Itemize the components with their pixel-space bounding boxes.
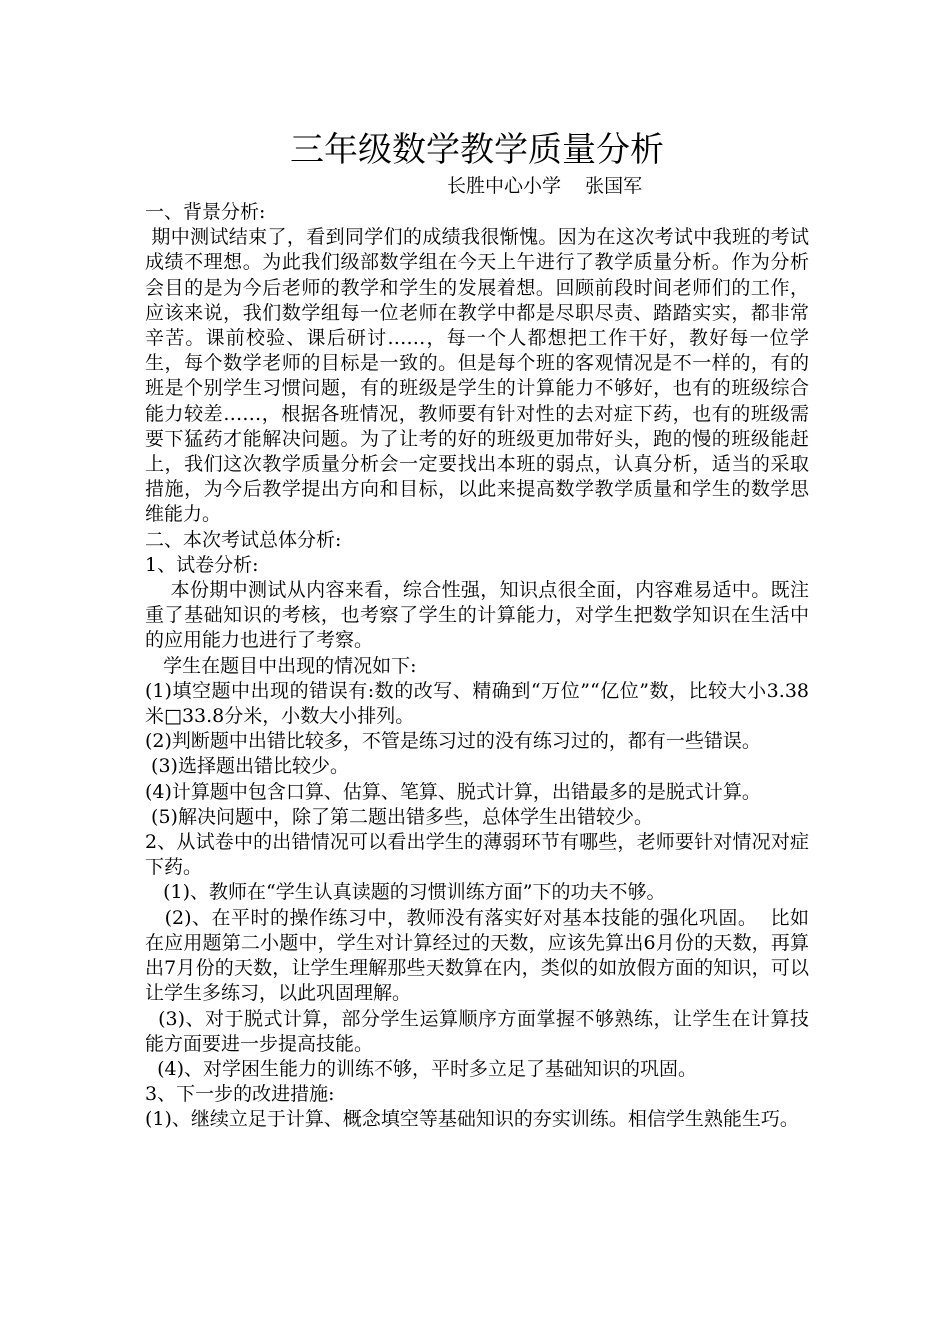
list-item-basic-skills: (2)、在平时的操作练习中，教师没有落实好对基本技能的强化巩固。 比如在应用题第二小题中，学生对计算经过的天数，应该先算出6月份的天数，再算出7月份的天数，让学生理解那些天数算在内，类似的如放假方面的知识，可以让学生多练习，以此巩固理解。 — [145, 906, 809, 1005]
paragraph-paper-analysis: 本份期中测试从内容来看，综合性强，知识点很全面，内容难易适中。既注重了基础知识的考核，也考察了学生的计算能力，对学生把数学知识在生活中的应用能力也进行了考察。 — [145, 579, 809, 652]
list-item-multiple-choice: (3)选择题出错比较少。 — [145, 755, 349, 778]
list-item-problem-solving: (5)解决问题中，除了第二题出错多些，总体学生出错较少。 — [145, 805, 653, 828]
document-body — [145, 200, 809, 1133]
heading-weak-points: 2、从试卷中的出错情况可以看出学生的薄弱环节有哪些，老师要针对情况对症下药。 — [145, 831, 809, 879]
list-item-calculation: (4)计算题中包含口算、估算、笔算、脱式计算，出错最多的是脱式计算。 — [145, 780, 761, 803]
document-page — [145, 128, 809, 1133]
list-item-fill-blank: (1)填空题中出现的错误有:数的改写、精确到“万位”“亿位”数，比较大小3.38米□33.8分米，小数大小排列。 — [145, 679, 809, 728]
heading-improvement-measures: 3、下一步的改进措施: — [145, 1083, 335, 1106]
list-item-true-false: (2)判断题中出错比较多，不管是练习过的没有练习过的，都有一些错误。 — [145, 730, 761, 753]
paragraph-background: 期中测试结束了，看到同学们的成绩我很惭愧。因为在这次考试中我班的考试成绩不理想。为此我们级部数学组在今天上午进行了教学质量分析。作为分析会目的是为今后老师的教学和学生的发展着想。回顾前段时间老师们的工作，应该来说，我们数学组每一位老师在教学中都是尽职尽责、踏踏实实，都非常辛苦。课前校验、课后研讨……，每一个人都想把工作干好，教好每一位学生，每个数学老师的目标是一致的。但是每个班的客观情况是不一样的，有的班是个别学生习惯问题，有的班级是学生的计算能力不够好，也有的班级综合能力较差……，根据各班情况，教师要有针对性的去对症下药，也有的班级需要下猛药才能解决问题。为了让考的好的班级更加带好头，跑的慢的班级能赶上，我们这次教学质量分析会一定要找出本班的弱点，认真分析，适当的采取措施，为今后教学提出方向和目标，以此来提高数学教学质量和学生的数学思维能力。 — [145, 226, 809, 526]
list-item-step-calculation: (3)、对于脱式计算，部分学生运算顺序方面掌握不够熟练，让学生在计算技能方面要进一步提高技能。 — [145, 1007, 809, 1055]
list-item-struggling-students: (4)、对学困生能力的训练不够，平时多立足了基础知识的巩固。 — [145, 1057, 698, 1080]
list-item-reading-habits: (1)、教师在“学生认真读题的习惯训练方面”下的功夫不够。 — [145, 881, 666, 904]
paragraph-student-situation: 学生在题目中出现的情况如下: — [145, 654, 417, 677]
document-author: 长胜中心小学 张国军 — [447, 175, 643, 197]
heading-background: 一、背景分析: — [145, 201, 266, 223]
document-title: 三年级数学教学质量分析 — [290, 130, 664, 170]
list-item-foundation-training: (1)、继续立足于计算、概念填空等基础知识的夯实训练。相信学生熟能生巧。 — [145, 1108, 799, 1131]
heading-paper-analysis: 1、试卷分析: — [145, 553, 259, 576]
heading-overall-analysis: 二、本次考试总体分析: — [145, 528, 342, 551]
